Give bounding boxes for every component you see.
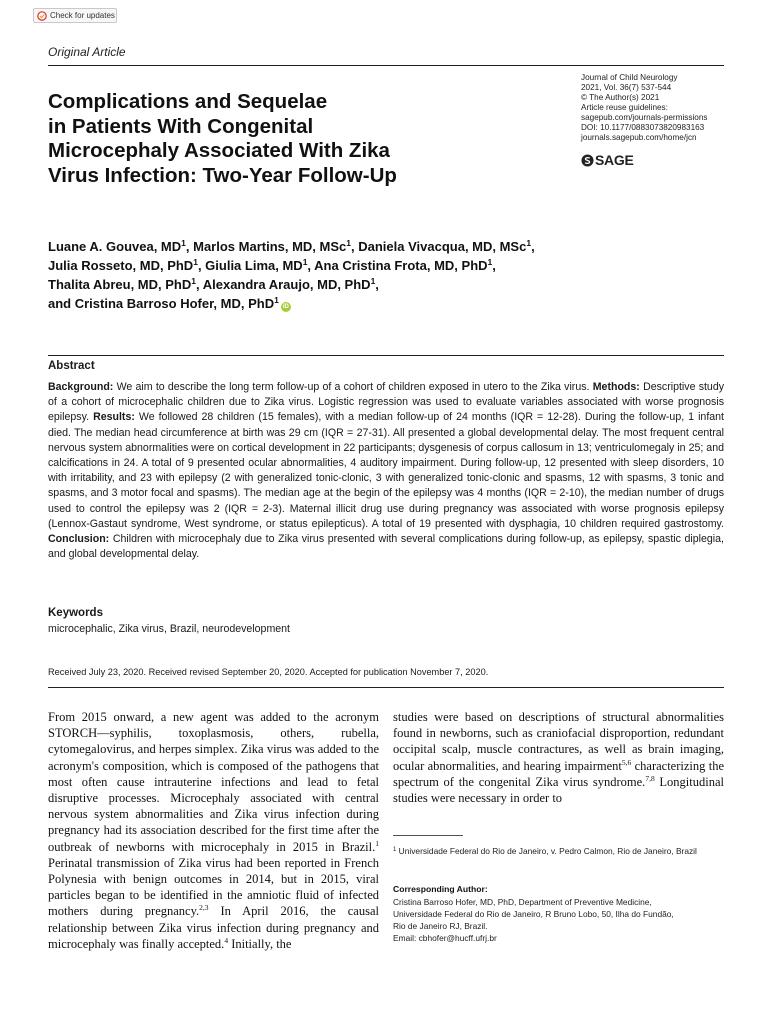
journal-home-link[interactable]: journals.sagepub.com/home/jcn [581, 133, 697, 142]
received-dates: Received July 23, 2020. Received revised September 20, 2020. Accepted for publication November 7, 2020. [48, 667, 489, 677]
journal-info [581, 73, 731, 143]
affiliation-footnote [393, 845, 723, 857]
background-text: We aim to describe the long term follow-up of a cohort of children exposed in utero to the Zika virus. [116, 381, 590, 393]
title-line: Virus Infection: Two-Year Follow-Up [48, 163, 397, 187]
corresponding-author-heading: Corresponding Author: [393, 884, 488, 894]
keywords-text: microcephalic, Zika virus, Brazil, neurodevelopment [48, 623, 290, 635]
body-column-right: studies were based on descriptions of structural abnormalities found in newborns, such as craniofacial disproportion, redundant occipital scalp, muscle contractures, as well as brain imaging, ocular abnormalities, and hearing impairment$^{5,6}$ characterizing the spectrum of the congenital Zika virus syndrome.$^{7,8}$ Longitudinal studies were necessary in order to [393, 710, 724, 806]
author-line: Thalita Abreu, MD, PhD$^1$, Alexandra Araujo, MD, PhD$^1$, [48, 276, 379, 292]
corr-line: Rio de Janeiro RJ, Brazil. [393, 921, 488, 931]
copyright: © The Author(s) 2021 [581, 93, 660, 102]
reuse-label: Article reuse guidelines: [581, 103, 668, 112]
author-name: Daniela Vivacqua, MD, MSc [358, 239, 527, 254]
article-type: Original Article [48, 45, 126, 59]
doi[interactable]: DOI: 10.1177/0883073820983163 [581, 123, 705, 132]
check-updates-label: Check for updates [50, 11, 115, 20]
abstract-body [48, 380, 724, 562]
author-name: Marlos Martins, MD, MSc [193, 239, 347, 254]
author-affiliation: 1 [181, 238, 186, 248]
check-for-updates-badge[interactable] [33, 8, 117, 23]
author-affiliation: 1 [370, 276, 376, 286]
author-line: Julia Rosseto, MD, PhD$^1$, Giulia Lima, $MD^1$, Ana Cristina Frota, MD, PhD$^1$, [48, 257, 496, 273]
methods-label: Methods: [592, 381, 640, 393]
article-title [48, 90, 518, 188]
body-column-left: From 2015 onward, a new agent was added to the acronym STORCH—syphilis, toxoplasmosis, others, rubella, cytomegalovirus, and herpes simplex. Zika virus was added to the acronym's composition, which is composed of the pathogens that most often cause intrauterine infections and lead to fetal disruptive processes. Microcephaly associated with central nervous system abnormalities and Zika virus infection during pregnancy had its association described for the first time after the outbreak of newborns with microcephaly in 2015 in Brazil.$^1$ Perinatal transmission of Zika virus had been reported in French Polynesia with benign outcomes in 2014, but in 2015, viral particles began to be identified in the amniotic fluid of infected mothers during pregnancy.$^{2,3}$ In April 2016, the causal relationship between Zika virus infection during pregnancy and microcephaly was finally accepted.$^4$ Initially, the [48, 710, 379, 951]
header-divider [48, 65, 724, 66]
background-label: Background: [48, 381, 114, 393]
author-list [48, 237, 688, 313]
check-updates-icon [37, 11, 47, 21]
author-name: Thalita Abreu, MD, PhD [48, 277, 192, 292]
author-affiliation: 1 [526, 238, 532, 248]
title-line: Complications and Sequelae [48, 90, 328, 113]
author-affiliation: 1 [487, 257, 493, 267]
citation-ref[interactable]: 1 [375, 838, 379, 848]
title-line: Microcephaly Associated With Zika [48, 139, 390, 162]
footnote-divider [393, 835, 463, 836]
author-name: Julia Rosseto, MD, PhD [48, 258, 194, 273]
title-line: in Patients With Congenital [48, 114, 314, 138]
author-name: and Cristina Barroso Hofer, MD, PhD [48, 296, 275, 311]
results-text: We followed 28 children (15 females), with a median follow-up of 24 months (IQR = 12-28). During the follow-up, 1 infant died. The median head circumference at birth was 29 cm (IQR = 27-31). All presented a global developmental delay. The most frequent central nervous system abnormalities were on cortical development in 22 participants; dysgenesis of corpus callosum in 13; ventriculomegaly in 25; and calcifications in 24. A total of 9 presented ocular abnormalities, 4 auditory impairment. During follow-up, 12 presented with sleep disorders, 10 with irritability, and 23 with epilepsy (2 with generalized tonic-clonic, 3 with generalized tonic-clonic and spasms, 12 with spasms, 3 tonic and spasms, and 3 motor focal and spasms). The median age at the begin of the epilepsy was 4 months (IQR = 2-10), the median number of drugs used to control the epilepsy was 2 (IQR = 2-3). Maternal illicit drug use during pregnancy was associated with worse prognosis epilepsy (Lennox-Gastaut syndrome, West syndrome, or status epilepticus). A total of 19 presented with dysphagia, 10 children required gastrostomy. [48, 411, 724, 530]
citation-ref[interactable]: 5,6 [621, 757, 632, 767]
citation-ref[interactable]: 2,3 [199, 903, 209, 913]
body-divider [48, 687, 724, 688]
sage-logo [581, 152, 633, 168]
conclusion-text: Children with microcephaly due to Zika virus presented with several complications during follow-up, as epilepsy, spastic diplegia, and global developmental delay. [48, 533, 724, 561]
abstract-heading: Abstract [48, 360, 95, 372]
methods-text: Descriptive study of a cohort of microcephalic children due to Zika virus. Logistic regression was used to evaluate variables associated with worse prognosis epilepsy. [48, 381, 725, 424]
permissions-link[interactable]: sagepub.com/journals-permissions [581, 113, 708, 122]
keywords-heading: Keywords [48, 607, 103, 619]
author-name: Ana Cristina Frota, MD, PhD [314, 258, 488, 273]
sage-wordmark: SAGE [595, 152, 634, 168]
corr-line: Cristina Barroso Hofer, MD, PhD, Department of Preventive Medicine, [393, 897, 652, 907]
citation-ref[interactable]: 4 [224, 935, 229, 945]
author-affiliation: 1 [346, 238, 351, 248]
journal-volume: 2021, Vol. 36(7) 537-544 [581, 83, 672, 92]
affiliation-text: Universidade Federal do Rio de Janeiro, v. Pedro Calmon, Rio de Janeiro, Brazil [398, 846, 697, 856]
author-affiliation: 1 [274, 295, 279, 305]
author-affiliation: 1 [191, 276, 196, 286]
sage-mark-icon [581, 154, 594, 167]
author-name: Giulia Lima, MD [205, 258, 303, 273]
journal-name: Journal of Child Neurology [581, 73, 678, 82]
author-affiliation: 1 [302, 257, 308, 267]
author-affiliation: 1 [193, 257, 198, 267]
abstract-divider [48, 355, 724, 356]
author-line: Luane A. Gouvea, $MD^1$, Marlos Martins, MD, MSc$^1$, Daniela Vivacqua, MD, MSc$^1$, [48, 238, 535, 254]
author-name: Luane A. Gouvea, MD [48, 239, 182, 254]
author-line [48, 294, 688, 313]
author-name: Alexandra Araujo, MD, PhD [202, 277, 371, 292]
affiliation-number: 1 [393, 847, 397, 853]
corresponding-author-details [393, 896, 723, 944]
corr-email[interactable]: Email: cbhofer@hucff.ufrj.br [393, 933, 497, 943]
conclusion-label: Conclusion: [48, 533, 110, 546]
citation-ref[interactable]: 7,8 [645, 773, 655, 783]
orcid-icon[interactable]: iD [282, 304, 289, 310]
corr-line: Universidade Federal do Rio de Janeiro, R Bruno Lobo, 50, Ilha do Fundão, [393, 909, 674, 919]
results-label: Results: [93, 411, 135, 424]
